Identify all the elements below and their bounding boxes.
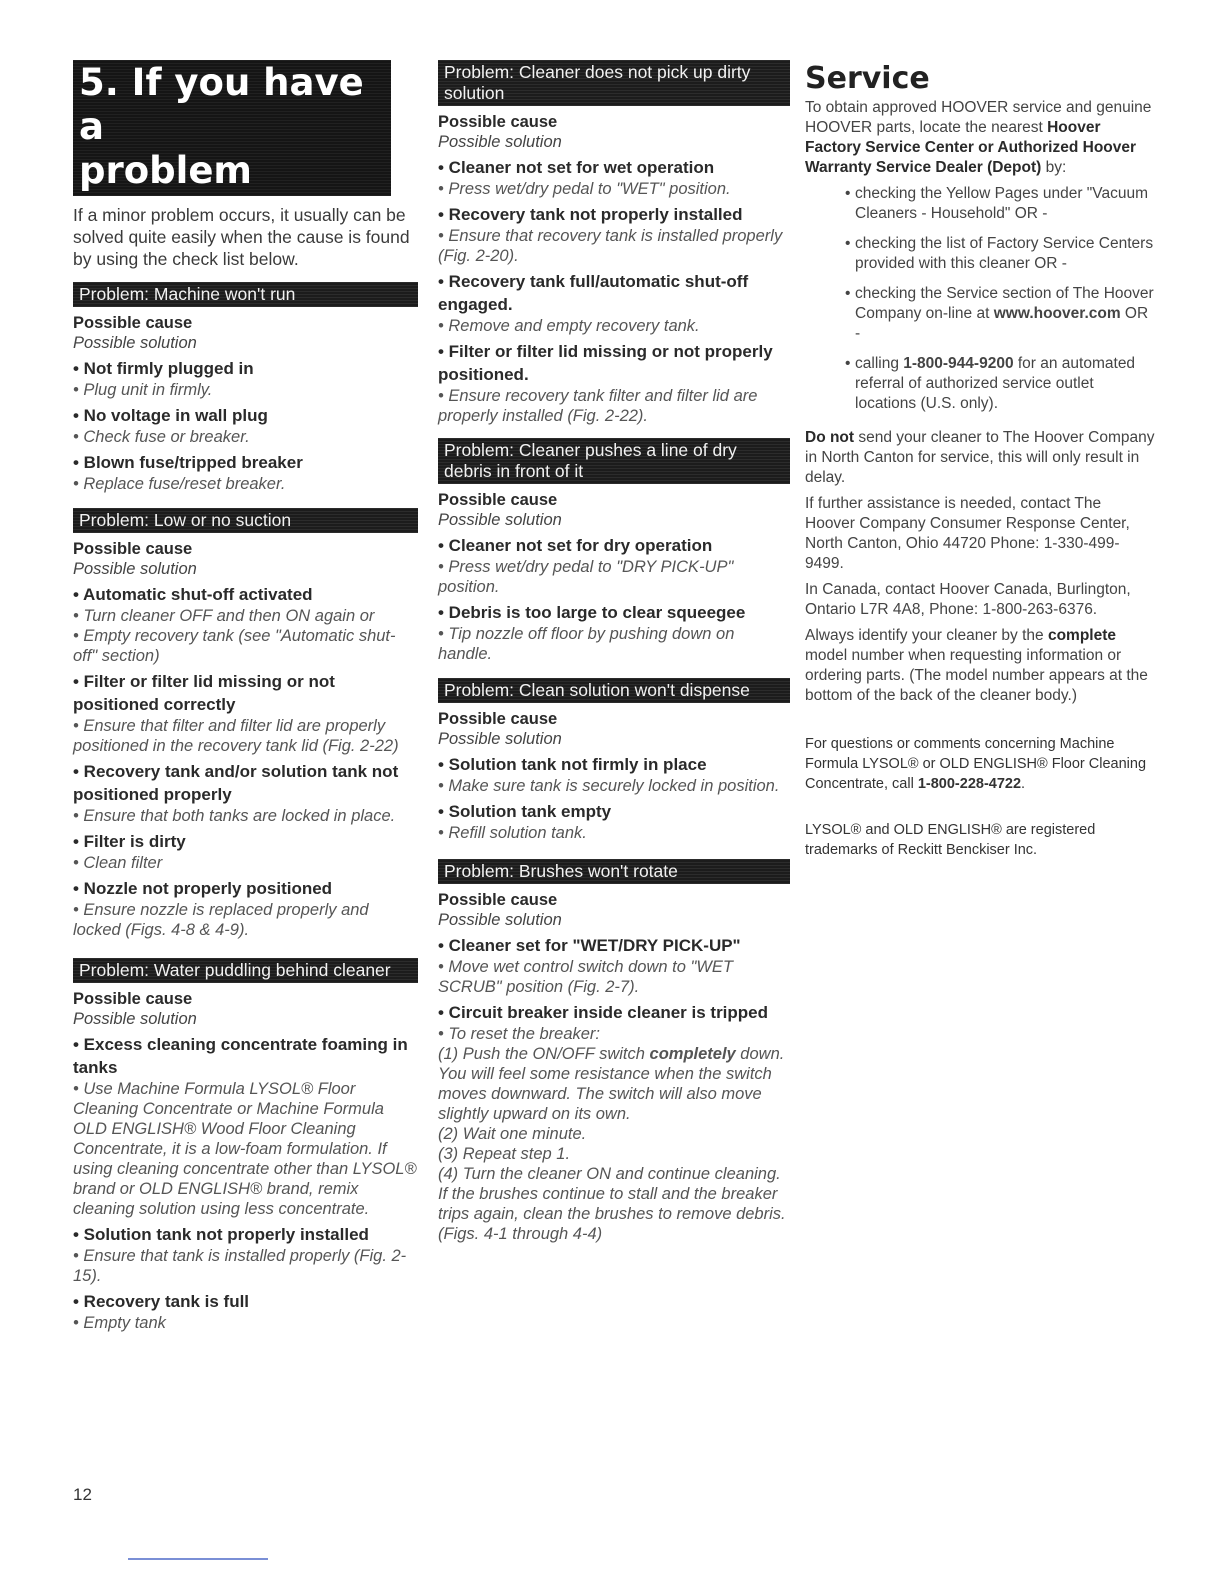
solution-item: • Turn cleaner OFF and then ON again or <box>73 607 375 625</box>
solution-item: • To reset the breaker: <box>438 1025 601 1043</box>
cause-item: • Recovery tank is full <box>73 1292 250 1311</box>
text: To obtain approved HOOVER service and genuine HOOVER parts, locate the nearest <box>805 99 1152 136</box>
possible-cause-label: Possible cause <box>73 540 193 558</box>
possible-solution-label: Possible solution <box>438 730 562 748</box>
column-middle <box>438 60 790 1244</box>
problem-block-brushes <box>438 859 790 1244</box>
possible-cause-label: Possible cause <box>438 113 558 131</box>
solution-item: • Tip nozzle off floor by pushing down on handle. <box>438 625 735 663</box>
solution-item: • Check fuse or breaker. <box>73 428 250 446</box>
possible-solution-label: Possible solution <box>73 560 197 578</box>
text: send your cleaner to The Hoover Company in North Canton for service, this will only result in delay. <box>805 429 1155 486</box>
text: . <box>1021 776 1026 792</box>
solution-item: • Ensure that recovery tank is installed properly (Fig. 2-20). <box>438 227 783 265</box>
possible-solution-label: Possible solution <box>438 133 562 151</box>
step-emphasis: completely <box>649 1045 736 1063</box>
service-option: • checking the list of Factory Service Centers provided with this cleaner OR - <box>845 234 1155 274</box>
possible-solution-label: Possible solution <box>438 911 562 929</box>
cause-item: • Cleaner not set for dry operation <box>438 536 713 555</box>
problem-block-no-dispense <box>438 678 790 843</box>
service-option <box>845 354 1155 414</box>
trademark-note: LYSOL® and OLD ENGLISH® are registered trademarks of Reckitt Benckiser Inc. <box>805 822 1096 858</box>
section-title-line2: problem <box>79 149 252 192</box>
problem-heading: Problem: Low or no suction <box>73 508 418 533</box>
cause-item: • Filter is dirty <box>73 832 186 851</box>
website-link[interactable]: www.hoover.com <box>993 305 1121 322</box>
text: checking the Service section of The Hoover Company on-line at <box>855 285 1154 322</box>
solution-item: • Ensure that filter and filter lid are properly positioned in the recovery tank lid (Fig. 2-22) <box>73 717 399 755</box>
cause-item: • Filter or filter lid missing or not properly positioned. <box>438 342 773 384</box>
cause-item: • Recovery tank not properly installed <box>438 205 743 224</box>
service-options-list <box>805 184 1155 414</box>
possible-solution-label: Possible solution <box>73 1010 197 1028</box>
solution-item: • Move wet control switch down to "WET SCRUB" position (Fig. 2-7). <box>438 958 733 996</box>
cause-item: • Nozzle not properly positioned <box>73 879 333 898</box>
cause-item: • Recovery tank full/automatic shut-off engaged. <box>438 272 749 314</box>
possible-cause-label: Possible cause <box>73 990 193 1008</box>
cause-item: • Cleaner not set for wet operation <box>438 158 715 177</box>
text-bold: Hoover Factory Service Center or Authorized Hoover Warranty Service Dealer (Depot) <box>805 119 1137 176</box>
possible-cause-label: Possible cause <box>438 491 558 509</box>
cause-item: • Not firmly plugged in <box>73 359 254 378</box>
reset-note: If the brushes continue to stall and the breaker trips again, clean the brushes to remove debris. (Figs. 4-1 through 4-4) <box>438 1185 786 1243</box>
text: Always identify your cleaner by the <box>805 627 1048 644</box>
reset-step-3: (3) Repeat step 1. <box>438 1145 571 1163</box>
column-right <box>805 60 1155 868</box>
solution-item: • Ensure nozzle is replaced properly and locked (Figs. 4-8 & 4-9). <box>73 901 369 939</box>
problem-block-low-suction <box>73 508 418 940</box>
service-questions <box>805 734 1155 794</box>
cause-item: • No voltage in wall plug <box>73 406 268 425</box>
problem-heading: Problem: Machine won't run <box>73 282 418 307</box>
cause-item: • Recovery tank and/or solution tank not positioned properly <box>73 762 399 804</box>
cause-item: • Filter or filter lid missing or not positioned correctly <box>73 672 335 714</box>
problem-heading: Problem: Brushes won't rotate <box>438 859 790 884</box>
problem-block-debris-line <box>438 438 790 664</box>
text: for an automated referral of authorized service outlet locations (U.S. only). <box>855 355 1136 412</box>
cause-item: • Debris is too large to clear squeegee <box>438 603 746 622</box>
service-model-number <box>805 626 1155 706</box>
page-number: 12 <box>73 1485 92 1504</box>
section-title-line1: 5. If you have a <box>79 61 364 148</box>
solution-item: • Empty recovery tank (see "Automatic shut-off" section) <box>73 627 396 665</box>
text-bold: Do not <box>805 429 855 446</box>
reset-step-4: (4) Turn the cleaner ON and continue cleaning. <box>438 1165 781 1183</box>
solution-item: • Refill solution tank. <box>438 824 587 842</box>
problem-block-no-pickup <box>438 60 790 426</box>
step-text: down. You will feel some resistance when the switch moves downward. The switch will also move slightly upward on its own. <box>438 1045 785 1123</box>
cause-item: • Solution tank not firmly in place <box>438 755 707 774</box>
text: calling <box>855 355 904 372</box>
section-title <box>73 60 391 196</box>
cause-item: • Automatic shut-off activated <box>73 585 313 604</box>
solution-item: • Clean filter <box>73 854 163 872</box>
solution-item: • Remove and empty recovery tank. <box>438 317 700 335</box>
service-canada-contact: In Canada, contact Hoover Canada, Burlington, Ontario L7R 4A8, Phone: 1-800-263-6376. <box>805 581 1131 618</box>
text: For questions or comments concerning Machine Formula LYSOL® or OLD ENGLISH® Floor Cleaning Concentrate, call <box>805 736 1147 792</box>
possible-solution-label: Possible solution <box>73 334 197 352</box>
text-bold: complete <box>1047 627 1117 644</box>
service-option: • checking the Yellow Pages under "Vacuum Cleaners - Household" OR - <box>845 184 1155 224</box>
reset-step-1 <box>438 1044 790 1124</box>
possible-cause-label: Possible cause <box>438 891 558 909</box>
solution-item: • Make sure tank is securely locked in position. <box>438 777 780 795</box>
service-option <box>845 284 1155 344</box>
phone-number: 1-800-228-4722 <box>917 776 1022 792</box>
solution-item: • Ensure recovery tank filter and filter lid are properly installed (Fig. 2-22). <box>438 387 758 425</box>
problem-heading: Problem: Clean solution won't dispense <box>438 678 790 703</box>
cause-item: • Cleaner set for "WET/DRY PICK-UP" <box>438 936 741 955</box>
problem-block-water-puddling <box>73 958 418 1333</box>
cause-item: • Excess cleaning concentrate foaming in tanks <box>73 1035 408 1077</box>
solution-item: • Empty tank <box>73 1314 166 1332</box>
possible-solution-label: Possible solution <box>438 511 562 529</box>
problem-heading: Problem: Cleaner pushes a line of dry debris in front of it <box>438 438 790 484</box>
service-do-not <box>805 428 1155 488</box>
service-us-contact: If further assistance is needed, contact The Hoover Company Consumer Response Center, North Canton, Ohio 44720 Phone: 1-330-499-9499. <box>805 495 1130 572</box>
text: by: <box>1041 159 1067 176</box>
solution-item: • Replace fuse/reset breaker. <box>73 475 286 493</box>
cause-item: • Solution tank empty <box>438 802 612 821</box>
problem-block-machine-wont-run <box>73 282 418 494</box>
solution-item: • Press wet/dry pedal to "WET" position. <box>438 180 731 198</box>
solution-item: • Plug unit in firmly. <box>73 381 213 399</box>
possible-cause-label: Possible cause <box>438 710 558 728</box>
step-text: (1) Push the ON/OFF switch <box>438 1045 650 1063</box>
service-title: Service <box>805 61 930 96</box>
section-intro: If a minor problem occurs, it usually can be solved quite easily when the cause is found by using the check list below. <box>73 205 410 269</box>
reset-step-2: (2) Wait one minute. <box>438 1125 587 1143</box>
possible-cause-label: Possible cause <box>73 314 193 332</box>
problem-heading: Problem: Water puddling behind cleaner <box>73 958 418 983</box>
cause-item: • Blown fuse/tripped breaker <box>73 453 303 472</box>
solution-item: • Use Machine Formula LYSOL® Floor Cleaning Concentrate or Machine Formula OLD ENGLISH® Wood Floor Cleaning Concentrate, it is a low-foam formulation. If using cleaning concentrate other than LYSOL® brand or OLD ENGLISH® brand, remix cleaning solution using less concentrate. <box>73 1080 417 1218</box>
column-left <box>73 60 418 1333</box>
service-intro <box>805 98 1155 178</box>
problem-heading: Problem: Cleaner does not pick up dirty solution <box>438 60 790 106</box>
solution-item: • Ensure that tank is installed properly (Fig. 2-15). <box>73 1247 407 1285</box>
text: model number when requesting information or ordering parts. (The model number appears at the bottom of the back of the cleaner body.) <box>805 647 1148 704</box>
cause-item: • Solution tank not properly installed <box>73 1225 369 1244</box>
cause-item: • Circuit breaker inside cleaner is tripped <box>438 1003 769 1022</box>
phone-number: 1-800-944-9200 <box>903 355 1014 372</box>
solution-item: • Press wet/dry pedal to "DRY PICK-UP" position. <box>438 558 734 596</box>
text: OR - <box>855 305 1149 342</box>
solution-item: • Ensure that both tanks are locked in place. <box>73 807 396 825</box>
footer-divider <box>128 1558 268 1560</box>
